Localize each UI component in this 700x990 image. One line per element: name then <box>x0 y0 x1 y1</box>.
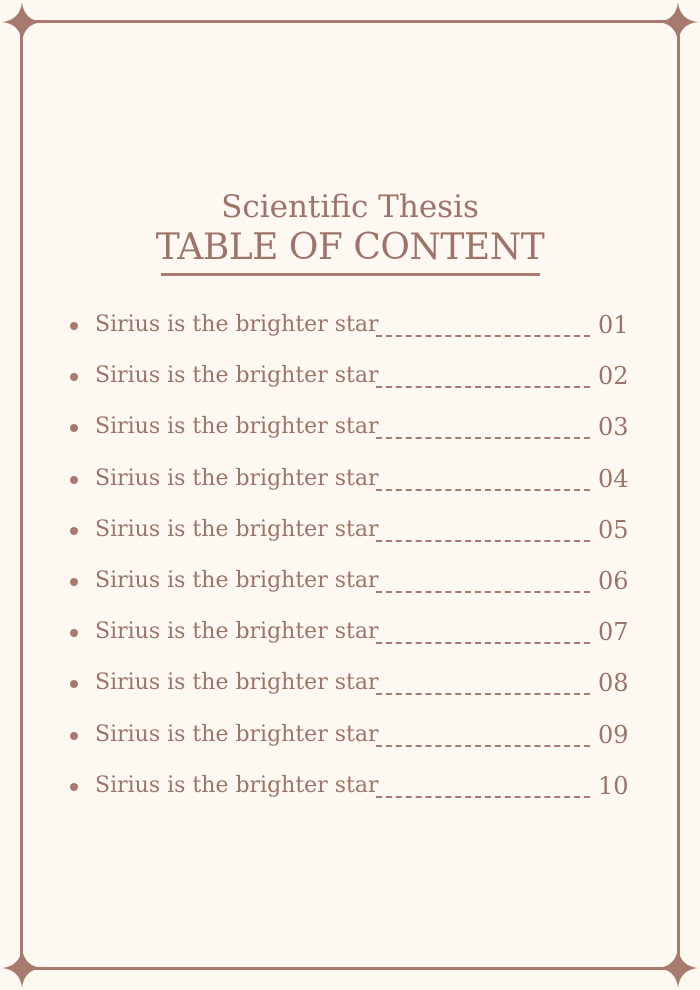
toc-entry-title: Sirius is the brighter star <box>95 721 379 747</box>
toc-page-number: 02 <box>598 362 629 391</box>
toc-entry <box>70 615 650 666</box>
bullet-dot-icon <box>70 373 78 381</box>
toc-entry <box>70 359 650 410</box>
toc-entry-title: Sirius is the brighter star <box>95 567 379 593</box>
toc-page-number: 03 <box>598 413 629 442</box>
toc-entry-title: Sirius is the brighter star <box>95 312 379 337</box>
dotted-leader <box>376 666 592 700</box>
corner-star-icon <box>656 946 700 990</box>
toc-page-number: 09 <box>598 720 629 749</box>
toc-entry-title: Sirius is the brighter star <box>95 465 379 491</box>
document-header <box>0 188 700 270</box>
toc-page-number: 07 <box>598 618 629 647</box>
document-subtitle: Scientific Thesis <box>221 189 479 225</box>
bullet-dot-icon <box>70 322 78 330</box>
toc-page-number: 04 <box>598 464 629 493</box>
toc-entry <box>70 718 650 769</box>
bullet-dot-icon <box>70 629 78 637</box>
toc-entry <box>70 564 650 615</box>
toc-entry-title: Sirius is the brighter star <box>95 516 379 542</box>
table-of-contents <box>70 308 650 820</box>
frame-right-border <box>677 20 680 970</box>
dotted-leader <box>376 564 592 598</box>
toc-page-number: 05 <box>598 515 629 544</box>
toc-page-number: 10 <box>598 771 629 800</box>
corner-star-icon <box>656 0 700 44</box>
dotted-leader <box>376 615 592 649</box>
frame-left-border <box>20 20 23 970</box>
toc-entry <box>70 666 650 717</box>
toc-page-number: 06 <box>598 566 629 595</box>
corner-star-icon <box>0 946 44 990</box>
title-underline <box>161 273 540 276</box>
toc-entry-title: Sirius is the brighter star <box>95 414 379 440</box>
toc-entry <box>70 769 650 820</box>
toc-entry-title: Sirius is the brighter star <box>95 670 379 696</box>
dotted-leader <box>376 462 592 496</box>
bullet-dot-icon <box>70 424 78 432</box>
frame-bottom-border <box>20 967 680 970</box>
toc-entry <box>70 462 650 513</box>
bullet-dot-icon <box>70 732 78 740</box>
dotted-leader <box>376 308 592 342</box>
dotted-leader <box>376 410 592 444</box>
dotted-leader <box>376 359 592 393</box>
bullet-dot-icon <box>70 680 78 688</box>
bullet-dot-icon <box>70 476 78 484</box>
bullet-dot-icon <box>70 527 78 535</box>
dotted-leader <box>376 718 592 752</box>
dotted-leader <box>376 513 592 547</box>
dotted-leader <box>376 769 592 803</box>
toc-entry <box>70 410 650 461</box>
corner-star-icon <box>0 0 44 44</box>
frame-top-border <box>20 20 680 23</box>
bullet-dot-icon <box>70 783 78 791</box>
toc-page-number: 08 <box>598 669 629 698</box>
toc-entry-title: Sirius is the brighter star <box>95 363 379 389</box>
page-title: TABLE OF CONTENT <box>155 227 545 268</box>
toc-entry <box>70 513 650 564</box>
toc-entry-title: Sirius is the brighter star <box>95 772 379 798</box>
toc-entry <box>70 308 650 359</box>
bullet-dot-icon <box>70 578 78 586</box>
toc-entry-title: Sirius is the brighter star <box>95 619 379 645</box>
toc-page-number: 01 <box>598 311 629 339</box>
